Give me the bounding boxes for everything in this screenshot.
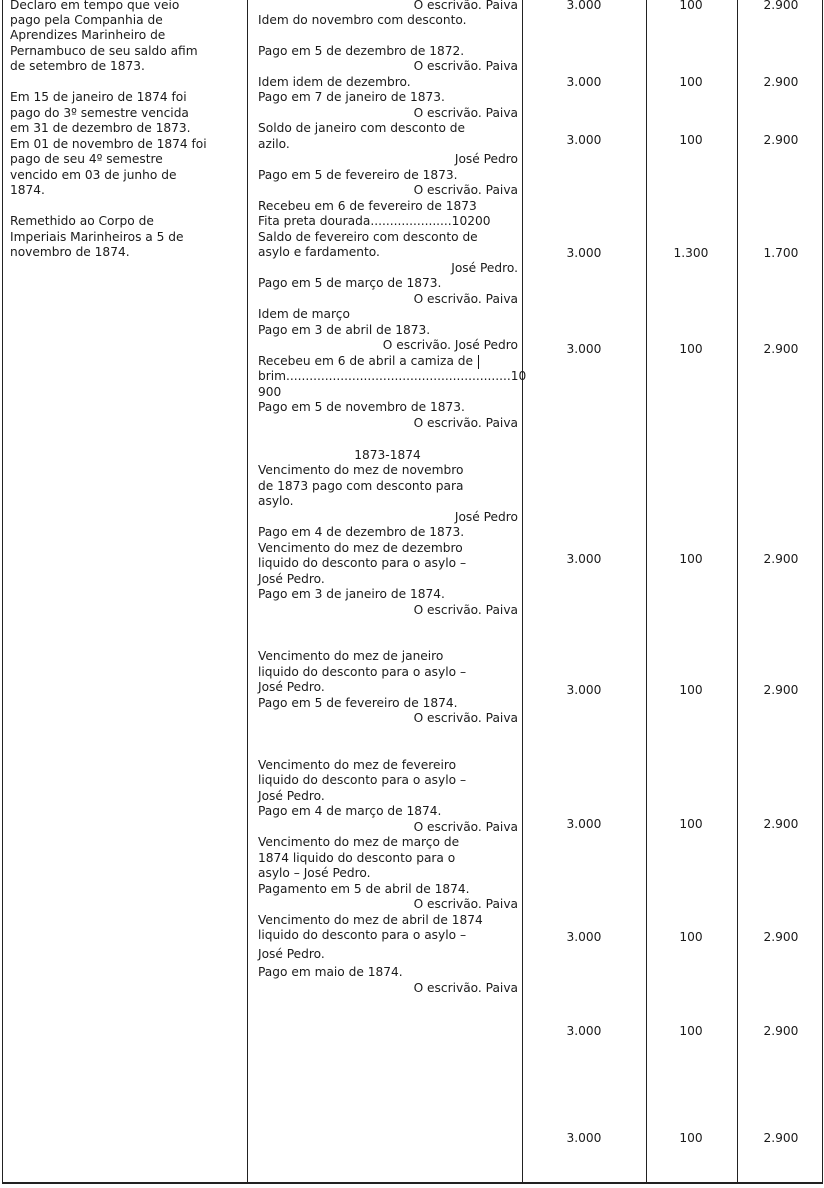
note-line: Aprendizes Marinheiro de xyxy=(10,28,166,42)
entry-line: O escrivão. Paiva xyxy=(413,981,518,995)
entry-line: Idem idem de dezembro. xyxy=(258,75,411,89)
entry-line: Vencimento do mez de abril de 1874 xyxy=(258,913,483,927)
note-line: pago do 3º semestre vencida xyxy=(10,106,189,120)
amount-net: 2.900 xyxy=(763,930,799,944)
ledger-table xyxy=(2,0,823,1184)
entry-line: Idem do novembro com desconto. xyxy=(258,13,467,27)
amount-discount: 100 xyxy=(679,552,703,566)
column-divider-3 xyxy=(646,0,647,1184)
entry-line: O escrivão. Paiva xyxy=(413,897,518,911)
entry-line: brim..........................................................10 xyxy=(258,369,527,383)
entry-line: O escrivão. Paiva xyxy=(413,603,518,617)
entry-line: Pago em 4 de março de 1874. xyxy=(258,804,442,818)
note-line: novembro de 1874. xyxy=(10,245,130,259)
entry-line: Vencimento do mez de dezembro xyxy=(258,541,463,555)
amount-discount: 100 xyxy=(679,1131,703,1145)
column-divider-1 xyxy=(247,0,248,1184)
entry-line: 900 xyxy=(258,385,282,399)
column-divider-2 xyxy=(522,0,523,1184)
amount-gross: 3.000 xyxy=(566,133,602,147)
amount-net: 2.900 xyxy=(763,75,799,89)
amount-net: 2.900 xyxy=(763,0,799,12)
amount-net: 2.900 xyxy=(763,1024,799,1038)
amount-gross: 3.000 xyxy=(566,930,602,944)
amount-gross: 3.000 xyxy=(566,75,602,89)
entry-line: azilo. xyxy=(258,137,290,151)
entry-line: O escrivão. Paiva xyxy=(413,106,518,120)
note-line: Em 15 de janeiro de 1874 foi xyxy=(10,90,187,104)
entry-line: O escrivão. Paiva xyxy=(413,183,518,197)
entry-line: O escrivão. Paiva xyxy=(413,820,518,834)
amount-net: 2.900 xyxy=(763,342,799,356)
note-line: 1874. xyxy=(10,183,45,197)
amount-net: 2.900 xyxy=(763,683,799,697)
amount-net: 2.900 xyxy=(763,1131,799,1145)
entry-line: Pago em 5 de novembro de 1873. xyxy=(258,400,465,414)
note-line: Em 01 de novembro de 1874 foi xyxy=(10,137,207,151)
amount-discount: 100 xyxy=(679,1024,703,1038)
entry-line: liquido do desconto para o asylo – xyxy=(258,773,467,787)
entry-line: O escrivão. Paiva xyxy=(413,416,518,430)
note-line: Remethido ao Corpo de xyxy=(10,214,154,228)
entry-line: José Pedro. xyxy=(258,789,325,803)
entry-line: José Pedro xyxy=(454,152,518,166)
entry-line: liquido do desconto para o asylo – xyxy=(258,665,467,679)
entry-line: liquido do desconto para o asylo – xyxy=(258,928,467,942)
table-border-left xyxy=(2,0,3,1184)
entry-line: O escrivão. José Pedro xyxy=(382,338,518,352)
entry-line: Vencimento do mez de janeiro xyxy=(258,649,444,663)
amount-gross: 3.000 xyxy=(566,1024,602,1038)
amount-discount: 100 xyxy=(679,133,703,147)
entry-line: O escrivão. Paiva xyxy=(413,711,518,725)
entry-line: José Pedro. xyxy=(258,572,325,586)
entry-line: José Pedro. xyxy=(258,680,325,694)
amount-gross: 3.000 xyxy=(566,552,602,566)
note-line: Declaro em tempo que veio xyxy=(10,0,180,12)
entry-line: Vencimento do mez de fevereiro xyxy=(258,758,457,772)
amount-gross: 3.000 xyxy=(566,0,602,12)
amount-net: 2.900 xyxy=(763,552,799,566)
entry-line: Recebeu em 6 de fevereiro de 1873 xyxy=(258,199,477,213)
table-border-right xyxy=(822,0,823,1184)
entry-line: Pago em 7 de janeiro de 1873. xyxy=(258,90,445,104)
amount-discount: 100 xyxy=(679,0,703,12)
entry-line: O escrivão. Paiva xyxy=(413,0,518,12)
note-line: em 31 de dezembro de 1873. xyxy=(10,121,191,135)
text-cursor xyxy=(478,355,479,369)
entry-line: Pago em 5 de março de 1873. xyxy=(258,276,442,290)
entry-line: O escrivão. Paiva xyxy=(413,59,518,73)
entry-line: 1874 liquido do desconto para o xyxy=(258,851,456,865)
entry-line: asylo – José Pedro. xyxy=(258,866,371,880)
entry-line: asylo. xyxy=(258,494,294,508)
entry-line: Pago em 5 de fevereiro de 1874. xyxy=(258,696,458,710)
note-line: pago pela Companhia de xyxy=(10,13,163,27)
amount-gross: 3.000 xyxy=(566,683,602,697)
amount-gross: 3.000 xyxy=(566,817,602,831)
entry-line: O escrivão. Paiva xyxy=(413,292,518,306)
amount-discount: 1.300 xyxy=(673,246,709,260)
entry-line: asylo e fardamento. xyxy=(258,245,380,259)
entry-line: Pago em 5 de fevereiro de 1873. xyxy=(258,168,458,182)
entry-line: Pago em maio de 1874. xyxy=(258,965,403,979)
entry-line: Pago em 5 de dezembro de 1872. xyxy=(258,44,465,58)
entry-line: liquido do desconto para o asylo – xyxy=(258,556,467,570)
entry-line: Soldo de janeiro com desconto de xyxy=(258,121,466,135)
note-line: Pernambuco de seu saldo afim xyxy=(10,44,198,58)
amount-net: 2.900 xyxy=(763,133,799,147)
entry-line: Saldo de fevereiro com desconto de xyxy=(258,230,478,244)
amount-discount: 100 xyxy=(679,75,703,89)
entry-line: Pagamento em 5 de abril de 1874. xyxy=(258,882,470,896)
entry-line: José Pedro xyxy=(454,510,518,524)
note-line: de setembro de 1873. xyxy=(10,59,145,73)
amount-net: 2.900 xyxy=(763,817,799,831)
entry-line: Recebeu em 6 de abril a camiza de xyxy=(258,354,474,368)
amount-gross: 3.000 xyxy=(566,1131,602,1145)
amount-discount: 100 xyxy=(679,817,703,831)
note-line: Imperiais Marinheiros a 5 de xyxy=(10,230,184,244)
column-divider-4 xyxy=(737,0,738,1184)
table-border-bottom xyxy=(2,1182,823,1184)
entry-line: Fita preta dourada.....................10200 xyxy=(258,214,491,228)
amount-discount: 100 xyxy=(679,683,703,697)
entry-line: José Pedro. xyxy=(451,261,518,275)
amount-discount: 100 xyxy=(679,930,703,944)
entry-line: Pago em 4 de dezembro de 1873. xyxy=(258,525,465,539)
entry-line: Pago em 3 de janeiro de 1874. xyxy=(258,587,445,601)
amount-gross: 3.000 xyxy=(566,342,602,356)
entry-line: Vencimento do mez de novembro xyxy=(258,463,464,477)
entry-line: Idem de março xyxy=(258,307,350,321)
note-line: pago de seu 4º semestre xyxy=(10,152,163,166)
entry-line: José Pedro. xyxy=(258,947,325,961)
amount-net: 1.700 xyxy=(763,246,799,260)
amount-gross: 3.000 xyxy=(566,246,602,260)
year-heading: 1873-1874 xyxy=(354,448,421,462)
entry-line: de 1873 pago com desconto para xyxy=(258,479,464,493)
entry-line: Pago em 3 de abril de 1873. xyxy=(258,323,431,337)
note-line: vencido em 03 de junho de xyxy=(10,168,177,182)
entry-line: Vencimento do mez de março de xyxy=(258,835,460,849)
amount-discount: 100 xyxy=(679,342,703,356)
